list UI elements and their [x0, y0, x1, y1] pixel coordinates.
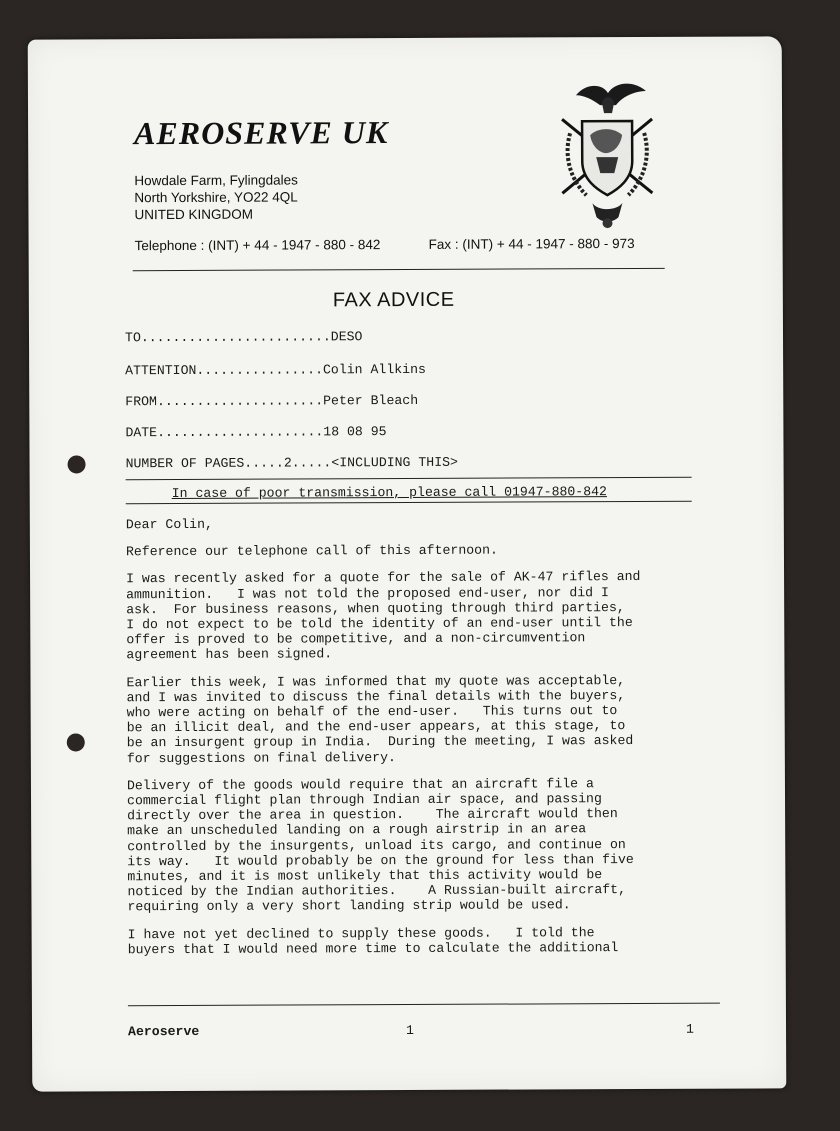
- crest-icon: [556, 73, 659, 231]
- contact-line: [135, 236, 695, 253]
- address-line: UNITED KINGDOM: [134, 206, 254, 223]
- fax-number: Fax : (INT) + 44 - 1947 - 880 - 973: [428, 236, 635, 252]
- telephone-number: Telephone : (INT) + 44 - 1947 - 880 - 842: [134, 237, 381, 254]
- fax-advice-heading: FAX ADVICE: [332, 288, 455, 312]
- letter-paragraph: Earlier this week, I was informed that my quote was acceptable, and I was invited to discuss the final details with the buyers, who were acting on behalf of the end-user. This turns out to be an illicit deal, and the end-user appears, at this stage, to be an insurgent group in India. During the meeting, I was asked for suggestions on final delivery.: [126, 672, 634, 766]
- letter-body: [126, 515, 728, 970]
- punch-hole: [68, 455, 86, 473]
- divider: [126, 477, 692, 480]
- company-title: AEROSERVE UK: [134, 114, 389, 152]
- letter-paragraph: Delivery of the goods would require that an aircraft file a commercial flight plan through Indian air space, and passing directly over the area in question. The aircraft would then make an unscheduled landing on a rough airstrip in an area controlled by the insurgents, unload its cargo, and continue on its way. It would probably be on the ground for less than five minutes, and it is most unlikely that this activity would be noticed by the Indian authorities. A Russian-built aircraft, requiring only a very short landing strip would be used.: [126, 776, 634, 915]
- letter-paragraph: I was recently asked for a quote for the sale of AK-47 rifles and ammunition. I was not told the proposed end-user, nor did I ask. For business reasons, when quoting through third parties, I do not expect to be told the identity of an end-user until the offer is proved to be competitive, and a non-circumvention agreement has been signed.: [126, 569, 641, 663]
- greeting: Dear Colin,: [125, 516, 213, 533]
- footer-divider: [128, 1003, 720, 1007]
- field-to: TO........................DESO: [124, 329, 363, 346]
- fax-document: [28, 36, 787, 1091]
- company-address: [134, 171, 298, 223]
- address-line: North Yorkshire, YO22 4QL: [134, 189, 298, 206]
- footer-page-number: 1: [406, 1022, 414, 1039]
- punch-hole: [67, 733, 85, 751]
- field-attention: ATTENTION................Colin Allkins: [125, 361, 426, 379]
- letter-paragraph: I have not yet declined to supply these goods. I told the buyers that I would need more time to calculate the additional: [127, 924, 619, 958]
- field-date: DATE.....................18 08 95: [125, 424, 387, 441]
- field-pages: NUMBER OF PAGES.....2.....<INCLUDING THIS>: [125, 454, 458, 472]
- divider: [126, 501, 692, 504]
- divider: [133, 268, 665, 271]
- field-from: FROM.....................Peter Bleach: [125, 392, 419, 410]
- letter-paragraph: Reference our telephone call of this afternoon.: [125, 542, 498, 560]
- address-line: Howdale Farm, Fylingdales: [134, 172, 298, 189]
- transmission-notice: In case of poor transmission, please call 01947-880-842: [171, 484, 607, 502]
- footer-page-count: 1: [686, 1021, 694, 1037]
- footer-company: Aeroserve: [128, 1023, 200, 1040]
